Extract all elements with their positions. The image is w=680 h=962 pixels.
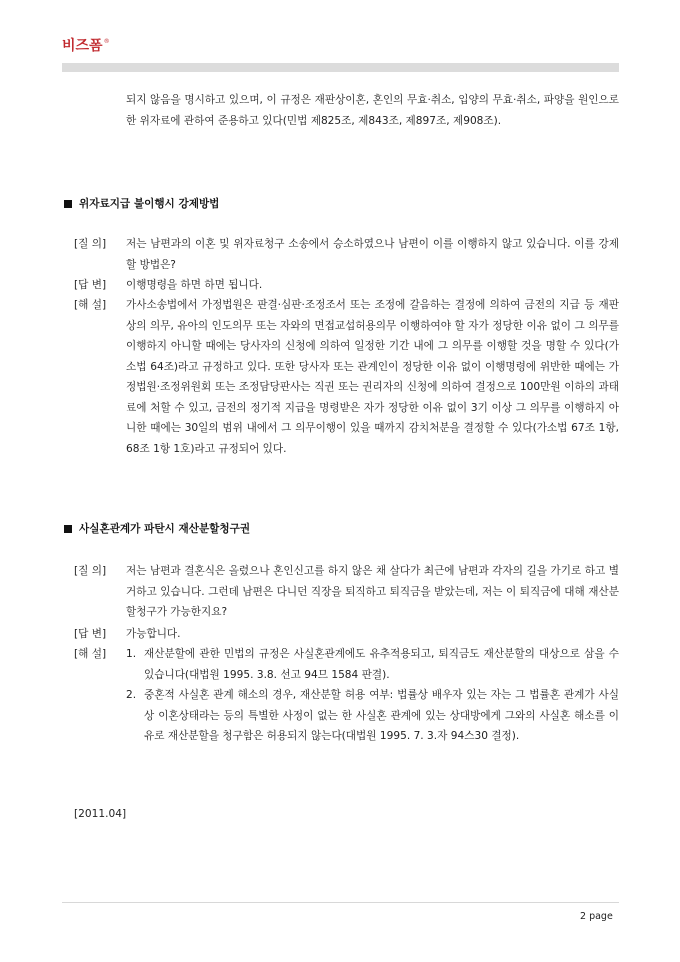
answer-tag: [답 변] (74, 628, 107, 640)
bullet-square-icon (64, 525, 72, 533)
list-text: 중혼적 사실혼 관계 해소의 경우, 재산분할 허용 여부: 법률상 배우자 있는 자는 그 법률혼 관계가 사실상 이혼상태라는 등의 특별한 사정이 없는 한 사실혼 관계에 있는 상대방에게 그와의 사실혼 해소를 이유로 재산분할을 청구함은 허용되지 않는다(대법원 1995. 7. 3.자 94스30 결정). (144, 689, 619, 742)
section1-title: 위자료지급 불이행시 강제방법 (79, 198, 220, 210)
header-bar (62, 63, 619, 72)
bizform-logo[interactable] (62, 36, 110, 56)
section2-question (74, 561, 619, 623)
intro-paragraph: 되지 않음을 명시하고 있으며, 이 규정은 재판상이혼, 혼인의 무효·취소, 입양의 무효·취소, 파양을 원인으로 한 위자료에 관하여 준용하고 있다(민법 제825조, 제843조, 제897조, 제908조). (126, 94, 619, 127)
list-text: 재산분할에 관한 민법의 규정은 사실혼관계에도 유추적용되고, 퇴직금도 재산분할의 대상으로 삼을 수 있습니다(대법원 1995. 3.8. 선고 94므 1584 판결). (144, 648, 619, 681)
question-tag: [질 의] (74, 565, 107, 577)
answer-tag: [답 변] (74, 279, 107, 291)
logo-text: 비즈폼 (62, 38, 103, 54)
section2-title: 사실혼관계가 파탄시 재산분할청구권 (79, 523, 251, 535)
explain-text: 가사소송법에서 가정법원은 판결·심판·조정조서 또는 조정에 갈음하는 결정에 의하여 금전의 지급 등 재판상의 의무, 유아의 인도의무 또는 자와의 면접교섭허용의무 이행하여야 할 자가 정당한 이유 없이 그 의무를 이행하지 아니할 때에는 당사자의 신청에 의하여 일정한 기간 내에 그 의무를 이행할 것을 명할 수 있다(가소법 64조)라고 규정하고 있다. 또한 당사자 또는 관계인이 정당한 이유 없이 이행명령에 위반한 때에는 가정법원·조정위원회 또는 조정담당판사는 직권 또는 권리자의 신청에 의하여 결정으로 100만원 이하의 과태료에 처할 수 있고, 금전의 정기적 지급을 명령받은 자가 정당한 이유 없이 3기 이상 그 의무를 이행하지 아니한 때에는 30일의 범위 내에서 그 의무이행이 있을 때까지 감치처분을 결정할 수 있다(가소법 67조 1항, 68조 1항 1호)라고 규정되어 있다. (126, 299, 619, 455)
section2-answer (74, 624, 619, 645)
section1-heading (64, 196, 219, 211)
question-text: 저는 남편과 결혼식은 올렸으나 혼인신고를 하지 않은 채 살다가 최근에 남편과 각자의 길을 가기로 하고 별거하고 있습니다. 그런데 남편은 다니던 직장을 퇴직하고 퇴직금을 받았는데, 저는 이 퇴직금에 대해 재산분할청구가 가능한지요? (126, 565, 619, 618)
list-number: 1. (126, 648, 137, 660)
list-item (126, 644, 619, 685)
explain-list (126, 644, 619, 747)
bullet-square-icon (64, 200, 72, 208)
list-number: 2. (126, 689, 137, 701)
section1-answer (74, 275, 619, 296)
section1-question (74, 234, 619, 275)
footer-divider (62, 902, 619, 903)
list-item (126, 685, 619, 747)
document-date: [2011.04] (74, 808, 127, 820)
section2-explanation (74, 644, 619, 747)
section1-explanation (74, 295, 619, 459)
explain-tag: [해 설] (74, 648, 107, 660)
explain-tag: [해 설] (74, 299, 107, 311)
page-number: 2 page (580, 911, 613, 922)
question-tag: [질 의] (74, 238, 107, 250)
section2-heading (64, 521, 250, 536)
registered-mark: ® (103, 38, 110, 45)
question-text: 저는 남편과의 이혼 및 위자료청구 소송에서 승소하였으나 남편이 이를 이행하지 않고 있습니다. 이를 강제할 방법은? (126, 238, 619, 271)
answer-text: 이행명령을 하면 하면 됩니다. (126, 279, 263, 291)
answer-text: 가능합니다. (126, 628, 181, 640)
